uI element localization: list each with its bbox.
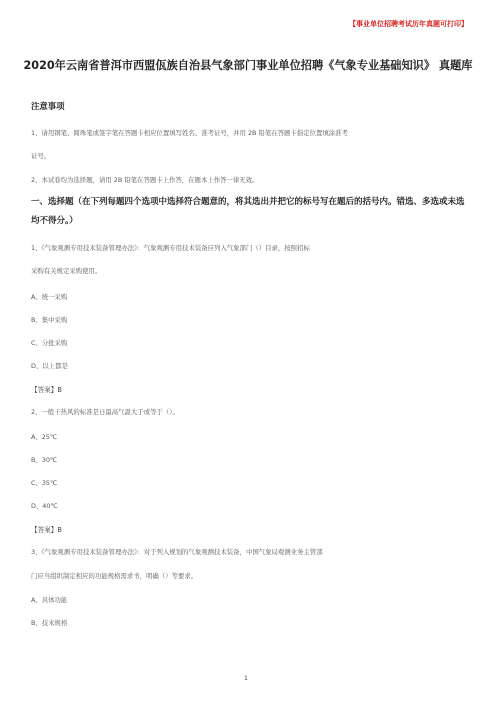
question-text: 3、《气象观测专用技术装备管理办法》：对于列入规划的气象观测技术装备，中国气象局观测业务主管部 [31,548,323,556]
notice-item: 证号。 [31,152,51,160]
notice-item: 1、请用钢笔、圆珠笔或签字笔在答题卡相应位置填写姓名、准考证号，并用 2B 铅笔在答题卡指定位置填涂准考 [31,129,348,137]
page-title: 2020年云南省普洱市西盟佤族自治县气象部门事业单位招聘《气象专业基础知识》 真题库 [23,59,473,72]
option-b: B、集中采购 [31,316,68,324]
option-a: A、具体功能 [31,596,68,604]
option-c: C、35℃ [31,479,58,487]
page-number: 1 [244,675,248,682]
print-banner: 【事业单位招聘考试历年真题可打印】 [349,20,468,28]
notice-heading: 注意事项 [31,101,65,111]
answer-label: 【答案】B [31,386,62,394]
notice-item: 2、本试卷均为选择题，请用 2B 铅笔在答题卡上作答，在题本上作答一律无效。 [31,176,259,184]
option-d: D、40℃ [31,502,58,510]
option-d: D、以上都是 [31,362,68,370]
option-a: A、统一采购 [31,293,68,301]
question-text: 采购有关规定采购使用。 [31,267,102,275]
question-text: 门应当组织制定相应的功能规格需求书，明确（）等要求。 [31,572,198,580]
option-b: B、技术规格 [31,619,68,627]
option-c: C、分批采购 [31,339,68,347]
section-title: 一、选择题（在下列每题四个选项中选择符合题意的，将其选出并把它的标号写在题后的括号内。错选、多选或未选均不得分。） [31,197,465,226]
option-b: B、30℃ [31,456,58,464]
question-text: 1、《气象观测专用技术装备管理办法》：气象观测专用技术装备应列入气象部门（）目录，按照招标 [31,244,310,252]
answer-label: 【答案】B [31,526,62,534]
question-text: 2、一般干热风的标准是日最高气温大于或等于（）。 [31,408,179,416]
option-a: A、25℃ [31,433,58,441]
